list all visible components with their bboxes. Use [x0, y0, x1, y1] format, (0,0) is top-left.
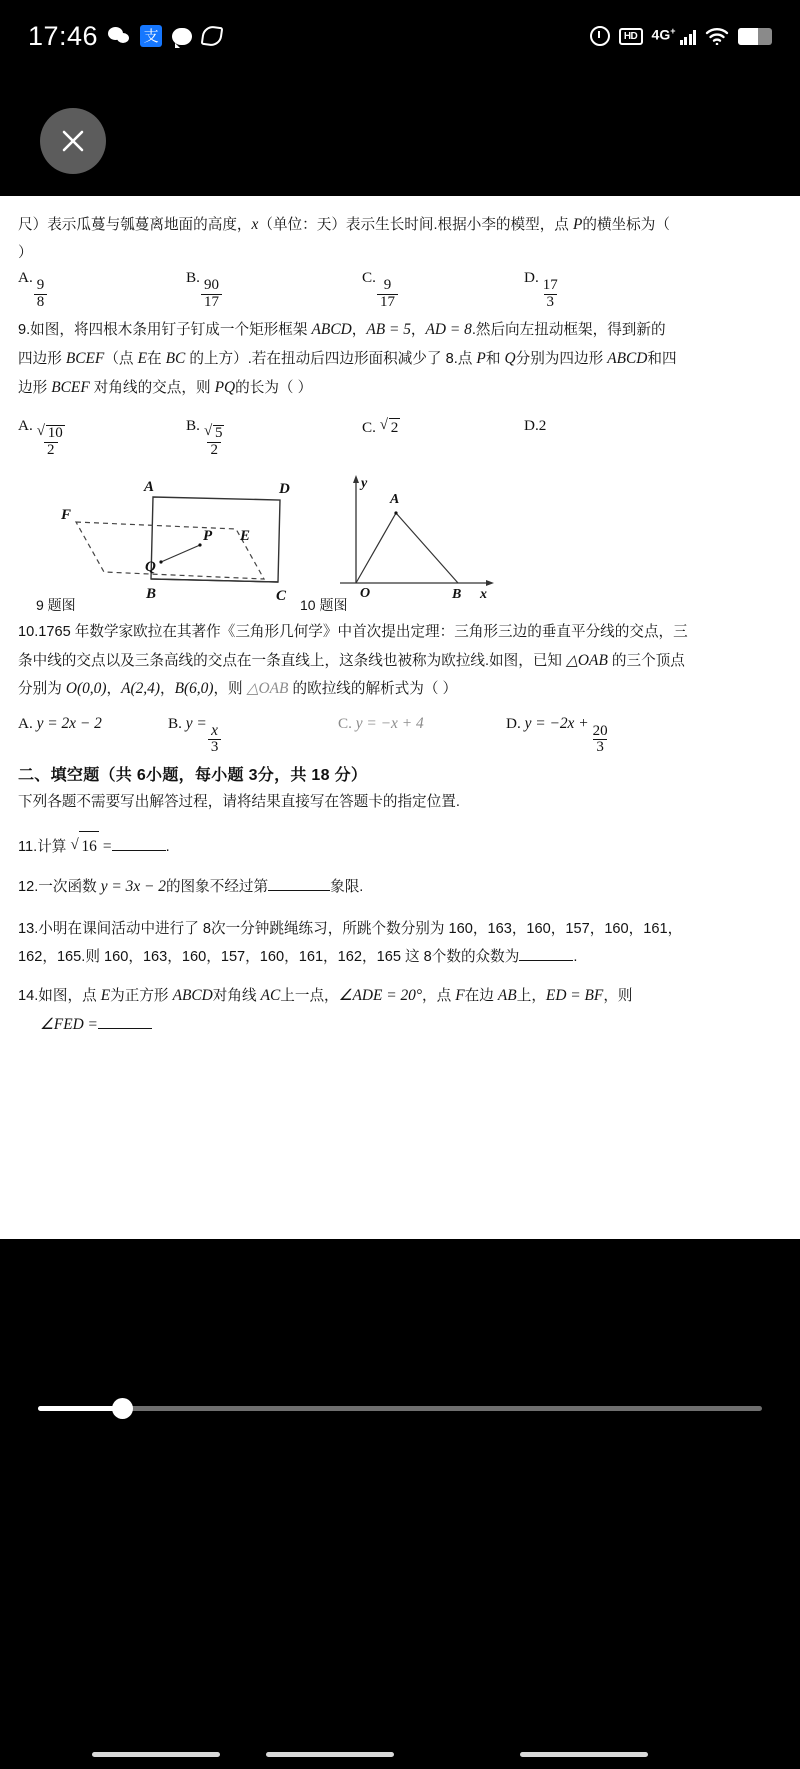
progress-knob[interactable] — [112, 1398, 133, 1419]
svg-text:C: C — [276, 587, 287, 604]
question-13-line1: 13.小明在课间活动中进行了 8次一分钟跳绳练习，所跳个数分别为 160，163，160，157，160，161， — [18, 921, 683, 938]
nav-bar-segment-recents[interactable] — [520, 1752, 648, 1757]
q9-option-d[interactable]: D.2 — [524, 416, 547, 434]
section-2-title: 二、填空题（共 6小题，每小题 3分，共 18 分） — [18, 767, 368, 785]
progress-slider[interactable] — [38, 1406, 762, 1411]
q8-option-c[interactable]: C. $\frac{9}{17}$ — [362, 269, 524, 311]
wechat-icon — [108, 27, 130, 45]
leaf-icon — [201, 25, 224, 48]
status-time: 17:46 — [28, 20, 99, 51]
question-10-line3: 分别为 O(0,0)，A(2,4)，B(6,0)，则 △OAB 的欧拉线的解析式为（ ） — [18, 679, 458, 697]
q10-option-b[interactable]: B. y = $\frac{x}{3}$ — [168, 715, 338, 757]
close-button[interactable] — [40, 108, 106, 174]
status-bar-right — [590, 26, 772, 46]
q8-option-a[interactable]: A. $\frac{9}{8}$ — [18, 269, 186, 311]
svg-text:O: O — [360, 585, 371, 601]
question-14-line2: ∠FED = — [18, 1011, 782, 1039]
q8-option-d[interactable]: D. $\frac{17}{3}$ — [524, 269, 558, 310]
section-2-subtitle: 下列各题不需要写出解答过程，请将结果直接写在答题卡的指定位置. — [18, 794, 460, 811]
q9-option-b[interactable]: B. √ 5 2 — [186, 416, 223, 458]
network-type-label: 4G+ — [651, 25, 676, 43]
question-8-options — [18, 269, 782, 311]
svg-text:E: E — [240, 527, 251, 544]
signal-bars-icon — [652, 27, 696, 46]
question-10-line2: 条中线的交点以及三条高线的交点在一条直线上，这条线也被称为欧拉线.如图，已知 △OAB 的三个顶点 — [18, 651, 685, 669]
page-fade-overlay — [0, 1129, 800, 1239]
q8-option-b[interactable]: B. $\frac{90}{17}$ — [186, 269, 362, 311]
svg-text:P: P — [203, 527, 213, 544]
answer-blank-14[interactable] — [98, 1015, 152, 1029]
svg-text:B: B — [146, 585, 157, 602]
hd-icon: HD — [619, 28, 643, 45]
question-13-line2: 162，165.则 160，163，160，157，160，161，162，165 这 8个数的众数为 . — [18, 949, 578, 966]
alarm-clock-icon — [590, 26, 610, 46]
svg-text:B: B — [452, 586, 462, 602]
status-bar — [0, 0, 800, 72]
q8-text-b: （单位：天）表示生长时间.根据小李的模型，点 — [258, 217, 573, 233]
nav-bar-segment-home[interactable] — [266, 1752, 394, 1757]
alipay-icon: 支 — [140, 25, 162, 47]
status-bar-left — [28, 21, 222, 52]
svg-text:x: x — [480, 586, 487, 602]
svg-text:F: F — [61, 506, 72, 523]
question-10-options — [18, 715, 782, 757]
player-bottom-area — [0, 1239, 800, 1769]
svg-text:y: y — [361, 475, 368, 491]
close-icon — [58, 126, 88, 156]
question-9-line2: 四边形 BCEF（点 E在 BC 的上方）.若在扭动后四边形面积减少了 8.点 P和 Q分别为四边形 ABCD和四 — [18, 349, 677, 367]
q10-option-a[interactable]: A. y = 2x − 2 — [18, 714, 102, 732]
svg-text:A: A — [144, 478, 155, 495]
svg-text:Q: Q — [145, 558, 156, 575]
chat-bubble-icon — [172, 28, 192, 45]
q8-var-x: x — [251, 216, 259, 233]
answer-blank-13[interactable] — [519, 947, 573, 961]
question-10-figure — [340, 475, 494, 602]
q10-option-c[interactable]: C. y = −x + 4 — [338, 714, 424, 732]
svg-text:D: D — [279, 480, 290, 497]
question-9-line1: 9.如图，将四根木条用钉子钉成一个矩形框架 ABCD，AB = 5，AD = 8.然后向左扭动框架，得到新的 — [18, 320, 666, 338]
question-11: 11.计算 √ 16 = . — [18, 830, 782, 862]
q9-option-c[interactable]: C. √ 2 — [362, 416, 399, 436]
question-10-figure-caption: 10 题图 — [300, 596, 348, 613]
battery-icon — [738, 28, 772, 45]
question-14-line1: 14.如图，点 E为正方形 ABCD对角线 AC上一点，∠ADE = 20°，点 F在边 AB上，ED = BF，则 — [18, 987, 633, 1005]
q8-var-p: P — [572, 216, 583, 233]
question-9-options — [18, 417, 782, 459]
figures-row — [18, 467, 782, 617]
question-9-figure — [28, 467, 498, 617]
answer-blank-12[interactable] — [268, 877, 330, 891]
q10-option-d[interactable]: D. y = −2x + $\frac{20}{3}$ — [506, 714, 608, 756]
nav-bar-segment-back[interactable] — [92, 1752, 220, 1757]
question-10-line1: 10.1765 年数学家欧拉在其著作《三角形几何学》中首次提出定理：三角形三边的垂直平分线的交点，三 — [18, 623, 688, 640]
question-9-line3: 边形 BCEF 对角线的交点，则 PQ的长为（ ） — [18, 378, 313, 396]
question-8-tail-line1 — [18, 210, 782, 240]
navigation-bar — [0, 1729, 800, 1769]
question-9-figure-caption: 9 题图 — [36, 596, 76, 613]
svg-text:A: A — [390, 491, 400, 507]
question-8-tail-line2: ） — [18, 245, 33, 261]
document-page[interactable] — [0, 196, 800, 1239]
wifi-icon — [705, 27, 729, 45]
question-12: 12.一次函数 y = 3x − 2的图象不经过第 象限. — [18, 878, 364, 896]
answer-blank-11[interactable] — [112, 837, 166, 851]
q9-option-a[interactable]: A. √ 10 2 — [18, 416, 63, 458]
q8-text-c: 的横坐标为（ — [582, 217, 670, 233]
q8-text-a: 尺）表示瓜蔓与瓠蔓离地面的高度， — [18, 217, 252, 233]
